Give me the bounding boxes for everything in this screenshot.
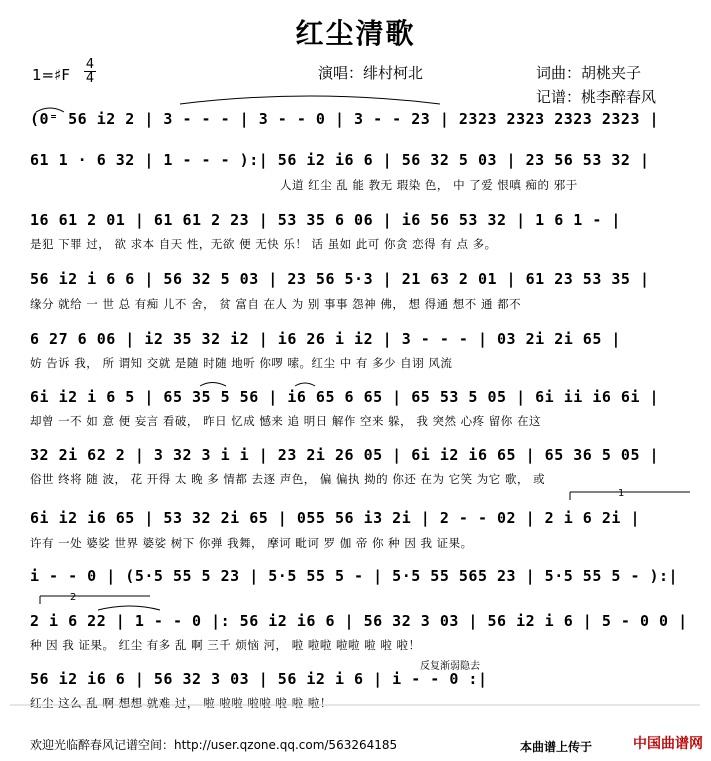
notation-row: 56 i2 i6 6 | 56 32 3 03 | 56 i2 i 6 | i - - 0 :|: [30, 670, 488, 688]
slur-mark: [200, 383, 226, 387]
footer-text: 欢迎光临醉春风记谱空间：http://user.qzone.qq.com/563264185: [30, 738, 398, 752]
lyric-row: 妨 告诉 我， 所 谓知 交就 是随 时随 地听 你啰 嗦。红尘 中 有 多少 自诩 风流: [30, 356, 453, 370]
notation-row: (0⁼ 56 i2 2 | 3 - - - | 3 - - 0 | 3 - - 23 | 2323 2323 2323 2323 |: [30, 110, 660, 128]
song-title: 红尘清歌: [295, 17, 416, 50]
tie-mark: [180, 96, 440, 104]
notation-row: 56 i2 i 6 6 | 56 32 5 03 | 23 56 5·3 | 21 63 2 01 | 61 23 53 35 |: [30, 270, 650, 288]
upload-label: 本曲谱上传于: [520, 740, 593, 754]
notation-row: 6i i2 i 6 5 | 65 35 5 56 | i6 65 6 65 | 65 53 5 05 | 6i ii i6 6i |: [30, 388, 660, 406]
notation-row: 2 i 6 22 | 1 - - 0 |: 56 i2 i6 6 | 56 32 3 03 | 56 i2 i 6 | 5 - 0 0 |: [30, 612, 688, 630]
notation-row: i - - 0 | (5·5 55 5 23 | 5·5 55 5 - | 5·5 55 565 23 | 5·5 55 5 - ):|: [30, 567, 679, 585]
lyric-row: 种 因 我 证果。 红尘 有多 乱 啊 三千 烦恼 河， 啦 啦啦 啦啦 啦 啦 啦！: [30, 638, 421, 652]
notation-row: 6 27 6 06 | i2 35 32 i2 | i6 26 i i2 | 3 - - - | 03 2i 2i 65 |: [30, 330, 621, 348]
lyric-row: 却曾 一不 如 意 便 妄言 看破， 昨日 忆成 憾来 追 明日 解作 空来 躲， 我 突然 心疼 留你 在这: [30, 414, 541, 428]
time-signature-top: 4: [85, 57, 95, 72]
transcriber-credit: 记谱：桃李醉春风: [536, 88, 657, 106]
volta-second-label: 2: [70, 592, 77, 603]
lyric-row: 红尘 这么 乱 啊 想想 就难 过， 啦 啦啦 啦啦 啦 啦 啦！: [30, 696, 332, 710]
key-signature: 1=♯F: [32, 66, 70, 84]
slur-mark: [98, 606, 160, 610]
singer-credit: 演唱：绯村柯北: [318, 64, 424, 82]
repeat-instruction: 反复渐弱隐去: [420, 661, 480, 672]
lyric-row: 许有 一处 婆娑 世界 婆娑 树下 你弹 我舞， 摩诃 毗诃 罗 伽 帝 你 种 因 我 证果。: [30, 536, 473, 550]
lyric-row: 缘分 就给 一 世 总 有痴 儿不 舍， 贫 富自 在人 为 别 事事 怨神 佛， 想 得通 想不 通 都不: [30, 297, 522, 311]
lyric-row: 是犯 下罪 过， 欲 求本 自天 性，无欲 便 无快 乐！ 话 虽如 此可 你贪 恋得 有 点 多。: [30, 237, 497, 251]
time-signature-bottom: 4: [85, 71, 95, 86]
site-logo: [633, 733, 703, 753]
notation-row: 6i i2 i6 65 | 53 32 2i 65 | 055 56 i3 2i | 2 - - 02 | 2 i 6 2i |: [30, 509, 640, 527]
volta-first-label: 1: [618, 488, 625, 499]
lyric-row: 人道 红尘 乱 能 教无 瑕染 色， 中 了爱 恨嗔 痴的 邪于: [280, 178, 578, 192]
lyric-row: 俗世 终将 随 波， 花 开得 太 晚 多 情都 去逐 声色， 偏 偏执 拗的 你还 在为 它笑 为它 歌， 或: [30, 472, 546, 486]
slur-mark: [295, 383, 315, 386]
notation-row: 32 2i 62 2 | 3 32 3 i i | 23 2i 26 05 | 6i i2 i6 65 | 65 36 5 05 |: [30, 446, 660, 464]
notation-row: 61 1 · 6 32 | 1 - - - ):| 56 i2 i6 6 | 56 32 5 03 | 23 56 53 32 |: [30, 151, 650, 169]
notation-row: 16 61 2 01 | 61 61 2 23 | 53 35 6 06 | i6 56 53 32 | 1 6 1 - |: [30, 211, 621, 229]
composer-credit: 词曲：胡桃夹子: [536, 64, 642, 82]
site-logo-text: 中国曲谱网: [633, 736, 703, 752]
slur-mark: [36, 108, 64, 112]
